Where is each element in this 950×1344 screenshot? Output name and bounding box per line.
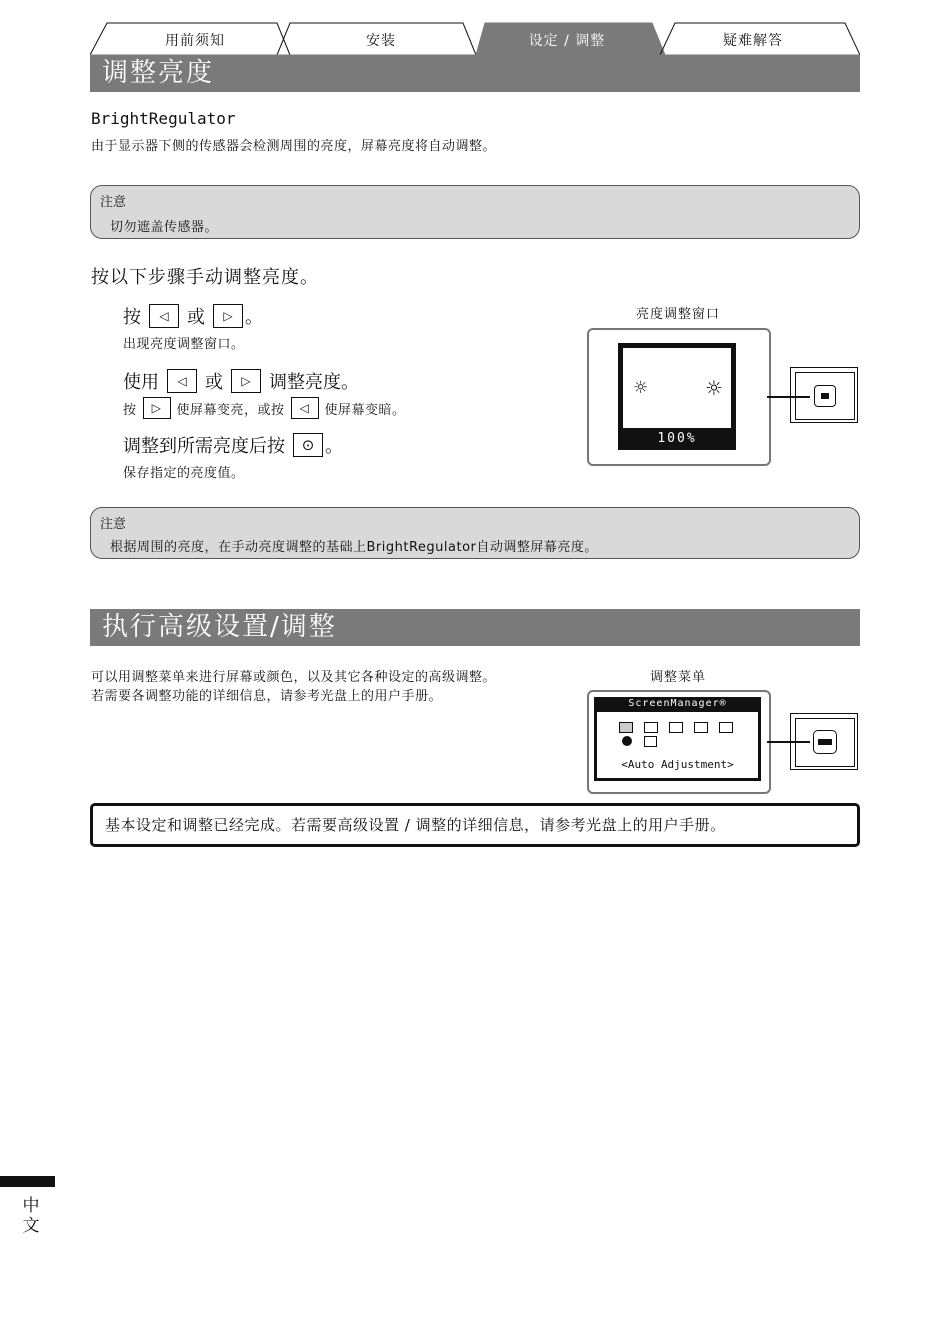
advanced-line-2: 若需要各调整功能的详细信息，请参考光盘上的用户手册。 xyxy=(91,689,443,704)
tab-before-use[interactable]: 用前须知 xyxy=(165,33,225,49)
bright-regulator-heading: BrightRegulator xyxy=(91,109,236,128)
tab-settings[interactable]: 设定 / 调整 xyxy=(528,33,606,49)
tab-troubleshooting[interactable]: 疑难解答 xyxy=(723,33,783,49)
adjustment-menu-caption: 调整菜单 xyxy=(649,670,706,685)
info-menu-icon xyxy=(719,722,733,733)
step-2-desc-b: 使屏幕变亮，或按 xyxy=(176,402,285,418)
step-3-suffix: 。 xyxy=(325,436,343,457)
menu-status: <Auto Adjustment> xyxy=(621,758,734,771)
power-menu-icon xyxy=(669,722,683,733)
menu-body xyxy=(597,712,758,778)
step-1-desc: 出现亮度调整窗口。 xyxy=(123,337,245,352)
step-1-or: 或 xyxy=(187,307,205,328)
advanced-line-1: 可以用调整菜单来进行屏幕或颜色，以及其它各种设定的高级调整。 xyxy=(91,670,497,685)
monitor-frame xyxy=(587,328,771,466)
right-key-icon: ▷ xyxy=(213,304,243,328)
screenmanager-menu xyxy=(594,697,761,781)
enter-button-icon xyxy=(814,385,836,407)
note-text: 根据周围的亮度，在手动亮度调整的基础上BrightRegulator自动调整屏幕亮度。 xyxy=(110,540,598,555)
language-menu-icon xyxy=(622,736,632,746)
brightness-window xyxy=(618,343,736,450)
step-1-prefix: 按 xyxy=(123,307,141,328)
left-key-icon: ◁ xyxy=(149,304,179,328)
brightness-window-inner xyxy=(623,348,731,428)
enter-button-icon xyxy=(813,730,837,754)
note-text: 切勿遮盖传感器。 xyxy=(110,220,219,235)
color-menu-icon xyxy=(644,722,658,733)
language-tab-bar xyxy=(0,1176,55,1187)
bright-regulator-intro: 由于显示器下侧的传感器会检测周围的亮度，屏幕亮度将自动调整。 xyxy=(91,139,497,154)
manual-adjust-heading: 按以下步骤手动调整亮度。 xyxy=(91,267,319,288)
note-title: 注意 xyxy=(100,195,127,210)
tab-install[interactable]: 安装 xyxy=(366,33,396,49)
step-1-suffix: 。 xyxy=(245,307,263,328)
step-2-or: 或 xyxy=(205,372,223,393)
left-key-icon: ◁ xyxy=(167,369,197,393)
step-2-prefix: 使用 xyxy=(123,372,159,393)
right-key-icon: ▷ xyxy=(231,369,261,393)
note-box-sensor xyxy=(90,185,860,239)
step-2-desc xyxy=(123,397,406,419)
step-1 xyxy=(123,303,263,329)
sun-dim-icon: ☼ xyxy=(633,378,649,398)
screen-menu-icon xyxy=(619,722,633,733)
step-2 xyxy=(123,368,359,394)
right-key-icon: ▷ xyxy=(143,397,171,419)
step-2-desc-c: 使屏幕变暗。 xyxy=(324,402,406,418)
step-2-desc-a: 按 xyxy=(123,402,137,418)
tab-bar xyxy=(90,22,860,56)
section-title-advanced: 执行高级设置/调整 xyxy=(90,609,860,646)
enter-key-icon: ⊙ xyxy=(293,433,323,457)
brightness-value: 100% xyxy=(657,431,697,446)
monitor-frame xyxy=(587,690,771,794)
sun-bright-icon: ☼ xyxy=(705,376,723,400)
note-title: 注意 xyxy=(100,517,127,532)
step-3-prefix: 调整到所需亮度后按 xyxy=(123,436,285,457)
step-3-desc: 保存指定的亮度值。 xyxy=(123,466,245,481)
others-menu-icon xyxy=(694,722,708,733)
brightness-window-caption: 亮度调整窗口 xyxy=(635,307,720,322)
step-2-suffix: 调整亮度。 xyxy=(269,372,359,393)
step-3 xyxy=(123,432,343,458)
menu-title: ScreenManager® xyxy=(628,698,727,709)
section-title-brightness: 调整亮度 xyxy=(90,55,860,92)
completion-note: 基本设定和调整已经完成。若需要高级设置 / 调整的详细信息，请参考光盘上的用户手册。 xyxy=(90,803,860,847)
language-label: 中文 xyxy=(22,1196,40,1236)
left-key-icon: ◁ xyxy=(291,397,319,419)
input-menu-icon xyxy=(644,736,657,747)
note-box-auto-adjust xyxy=(90,507,860,559)
